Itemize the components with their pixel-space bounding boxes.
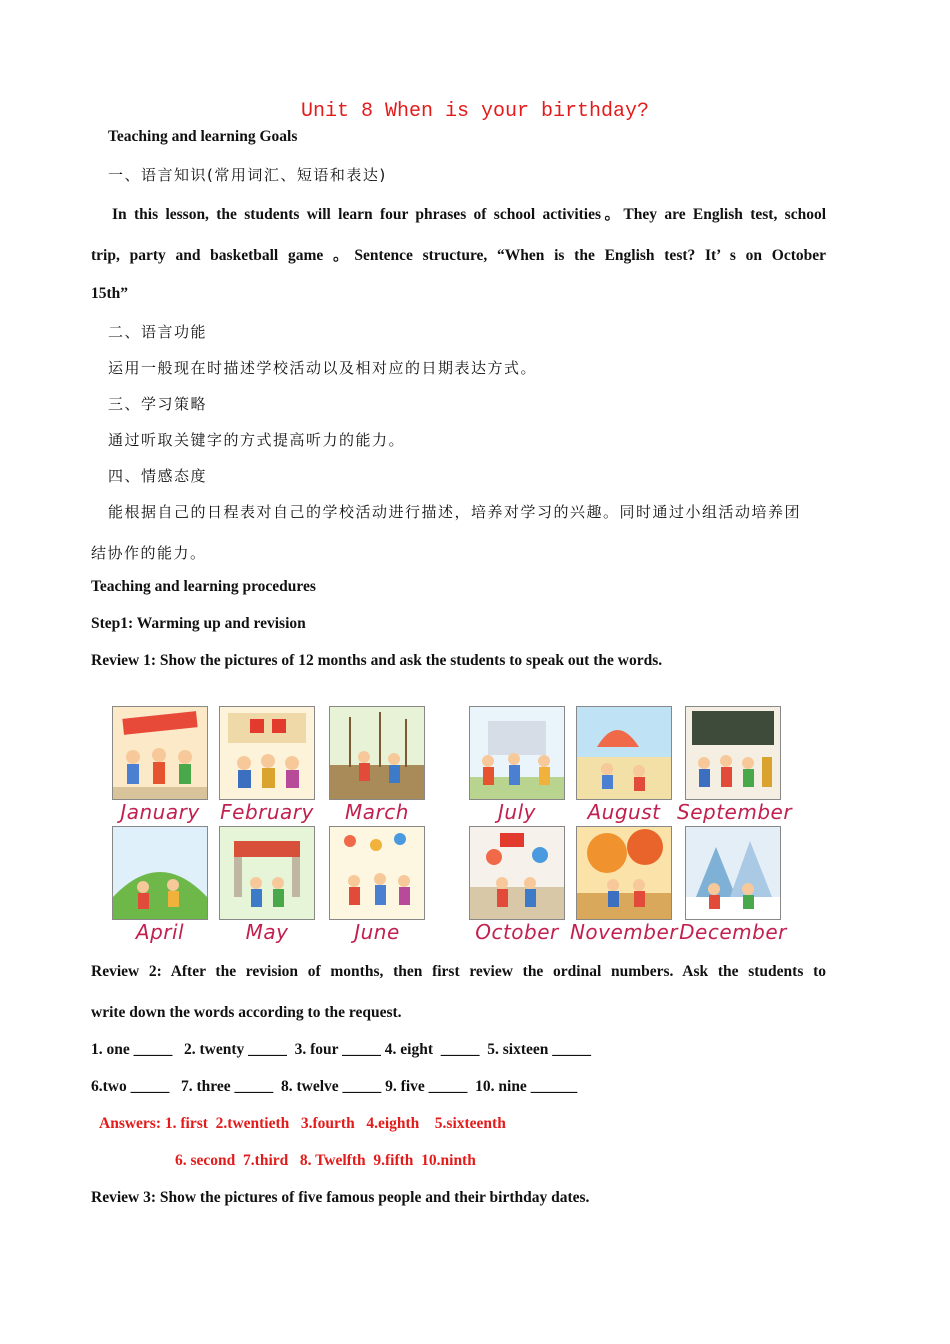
section2-text: 运用一般现在时描述学校活动以及相对应的日期表达方式。 <box>108 359 538 377</box>
january-picture <box>112 706 208 800</box>
month-label: March <box>345 800 409 824</box>
review3-text: Review 3: Show the pictures of five famous people and their birthday dates. <box>91 1189 590 1206</box>
month-label: July <box>498 800 536 824</box>
month-card-june <box>329 826 425 946</box>
month-label: September <box>677 800 793 824</box>
para1-line2: trip, party and basketball game 。Sentence structure, “When is the English test? It’ s on October <box>91 247 826 264</box>
may-picture <box>219 826 315 920</box>
review2-line1: Review 2: After the revision of months, then first review the ordinal numbers. Ask the students to <box>91 963 826 980</box>
august-picture <box>576 706 672 800</box>
march-picture <box>329 706 425 800</box>
goals-heading: Teaching and learning Goals <box>108 128 298 145</box>
month-label: February <box>220 800 314 824</box>
month-label: December <box>679 920 787 944</box>
section4-line1: 能根据自己的日程表对自己的学校活动进行描述，培养对学习的兴趣。同时通过小组活动培养团 <box>108 503 802 521</box>
month-card-november <box>569 826 679 946</box>
section1-heading: 一、语言知识(常用词汇、短语和表达) <box>108 166 387 184</box>
section4-heading: 四、情感态度 <box>108 467 208 485</box>
month-label: October <box>475 920 559 944</box>
month-card-february <box>219 706 315 826</box>
month-label: May <box>245 920 289 944</box>
exercise-line1: 1. one _____ 2. twenty _____ 3. four _____ 4. eight _____ 5. sixteen _____ <box>91 1041 591 1058</box>
review1-text: Review 1: Show the pictures of 12 months and ask the students to speak out the words. <box>91 652 663 669</box>
section2-heading: 二、语言功能 <box>108 323 208 341</box>
page-title: Unit 8 When is your birthday? <box>300 100 650 123</box>
section3-text: 通过听取关键字的方式提高听力的能力。 <box>108 431 406 449</box>
july-picture <box>469 706 565 800</box>
month-card-march <box>329 706 425 826</box>
month-label: June <box>354 920 400 944</box>
month-card-april <box>112 826 208 946</box>
month-label: November <box>569 920 679 944</box>
december-picture <box>685 826 781 920</box>
month-card-may <box>219 826 315 946</box>
june-picture <box>329 826 425 920</box>
answers-line1: Answers: 1. first 2.twentieth 3.fourth 4.eighth 5.sixteenth <box>99 1115 506 1132</box>
month-card-september <box>677 706 793 826</box>
section4-line2: 结协作的能力。 <box>91 544 207 562</box>
step1-heading: Step1: Warming up and revision <box>91 615 306 632</box>
para1-line3: 15th” <box>91 285 129 302</box>
october-picture <box>469 826 565 920</box>
month-card-october <box>469 826 565 946</box>
april-picture <box>112 826 208 920</box>
section3-heading: 三、学习策略 <box>108 395 208 413</box>
month-label: January <box>120 800 200 824</box>
month-card-december <box>679 826 787 946</box>
procedures-heading: Teaching and learning procedures <box>91 578 316 595</box>
exercise-line2: 6.two _____ 7. three _____ 8. twelve _____ 9. five _____ 10. nine ______ <box>91 1078 578 1095</box>
review2-line2: write down the words according to the request. <box>91 1004 402 1021</box>
month-label: April <box>135 920 185 944</box>
month-card-january <box>112 706 208 826</box>
february-picture <box>219 706 315 800</box>
month-label: August <box>587 800 661 824</box>
answers-line2: 6. second 7.third 8. Twelfth 9.fifth 10.ninth <box>175 1152 476 1169</box>
para1-line1: In this lesson, the students will learn four phrases of school activities。They are English test, school <box>112 206 826 223</box>
september-picture <box>685 706 781 800</box>
month-card-july <box>469 706 565 826</box>
month-card-august <box>576 706 672 826</box>
november-picture <box>576 826 672 920</box>
